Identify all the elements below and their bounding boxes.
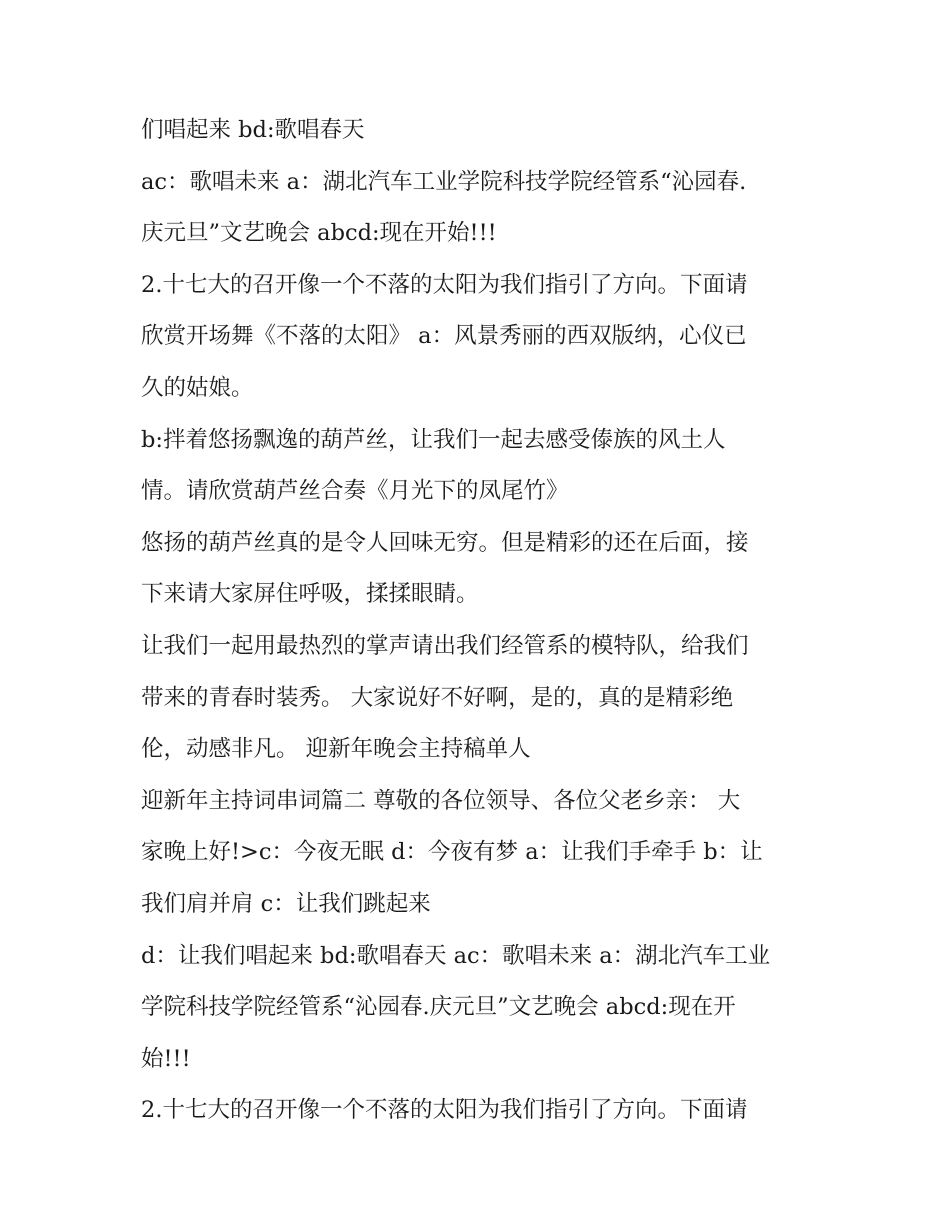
text-line: 带来的青春时装秀。 大家说好不好啊，是的，真的是精彩绝 [141, 684, 734, 711]
document-body [141, 105, 821, 1137]
text-line: 久的姑娘。 [141, 374, 254, 401]
text-line: 庆元旦”文艺晚会 abcd:现在开始!!! [141, 220, 497, 247]
text-line: 让我们一起用最热烈的掌声请出我们经管系的模特队，给我们 [141, 632, 749, 659]
text-line: 欣赏开场舞《不落的太阳》 a：风景秀丽的西双版纳，心仪已 [141, 323, 747, 350]
text-line: 迎新年主持词串词篇二 尊敬的各位领导、各位父老乡亲： 大 [141, 787, 741, 814]
text-line: 始!!! [141, 1045, 191, 1072]
text-line: 学院科技学院经管系“沁园春.庆元旦”文艺晚会 abcd:现在开 [141, 994, 736, 1021]
text-line: 我们肩并肩 c：让我们跳起来 [141, 890, 431, 917]
text-line: 家晚上好!>c：今夜无眠 d：今夜有梦 a：让我们手牵手 b：让 [141, 839, 763, 866]
text-line: ac：歌唱未来 a：湖北汽车工业学院科技学院经管系“沁园春. [141, 168, 747, 195]
text-line: 们唱起来 bd:歌唱春天 [141, 117, 365, 143]
text-line: d：让我们唱起来 bd:歌唱春天 ac：歌唱未来 a：湖北汽车工业 [141, 942, 771, 969]
text-line: 伦，动感非凡。 迎新年晚会主持稿单人 [141, 736, 531, 763]
text-line: 情。请欣赏葫芦丝合奏《月光下的凤尾竹》 [141, 478, 569, 505]
text-line: b:拌着悠扬飘逸的葫芦丝，让我们一起去感受傣族的风土人 [141, 426, 726, 453]
text-line: 2.十七大的召开像一个不落的太阳为我们指引了方向。下面请 [141, 271, 748, 298]
text-line: 悠扬的葫芦丝真的是令人回味无穷。但是精彩的还在后面，接 [141, 529, 749, 556]
text-line: 下来请大家屏住呼吸，揉揉眼睛。 [141, 581, 479, 608]
text-line: 2.十七大的召开像一个不落的太阳为我们指引了方向。下面请 [141, 1097, 748, 1124]
